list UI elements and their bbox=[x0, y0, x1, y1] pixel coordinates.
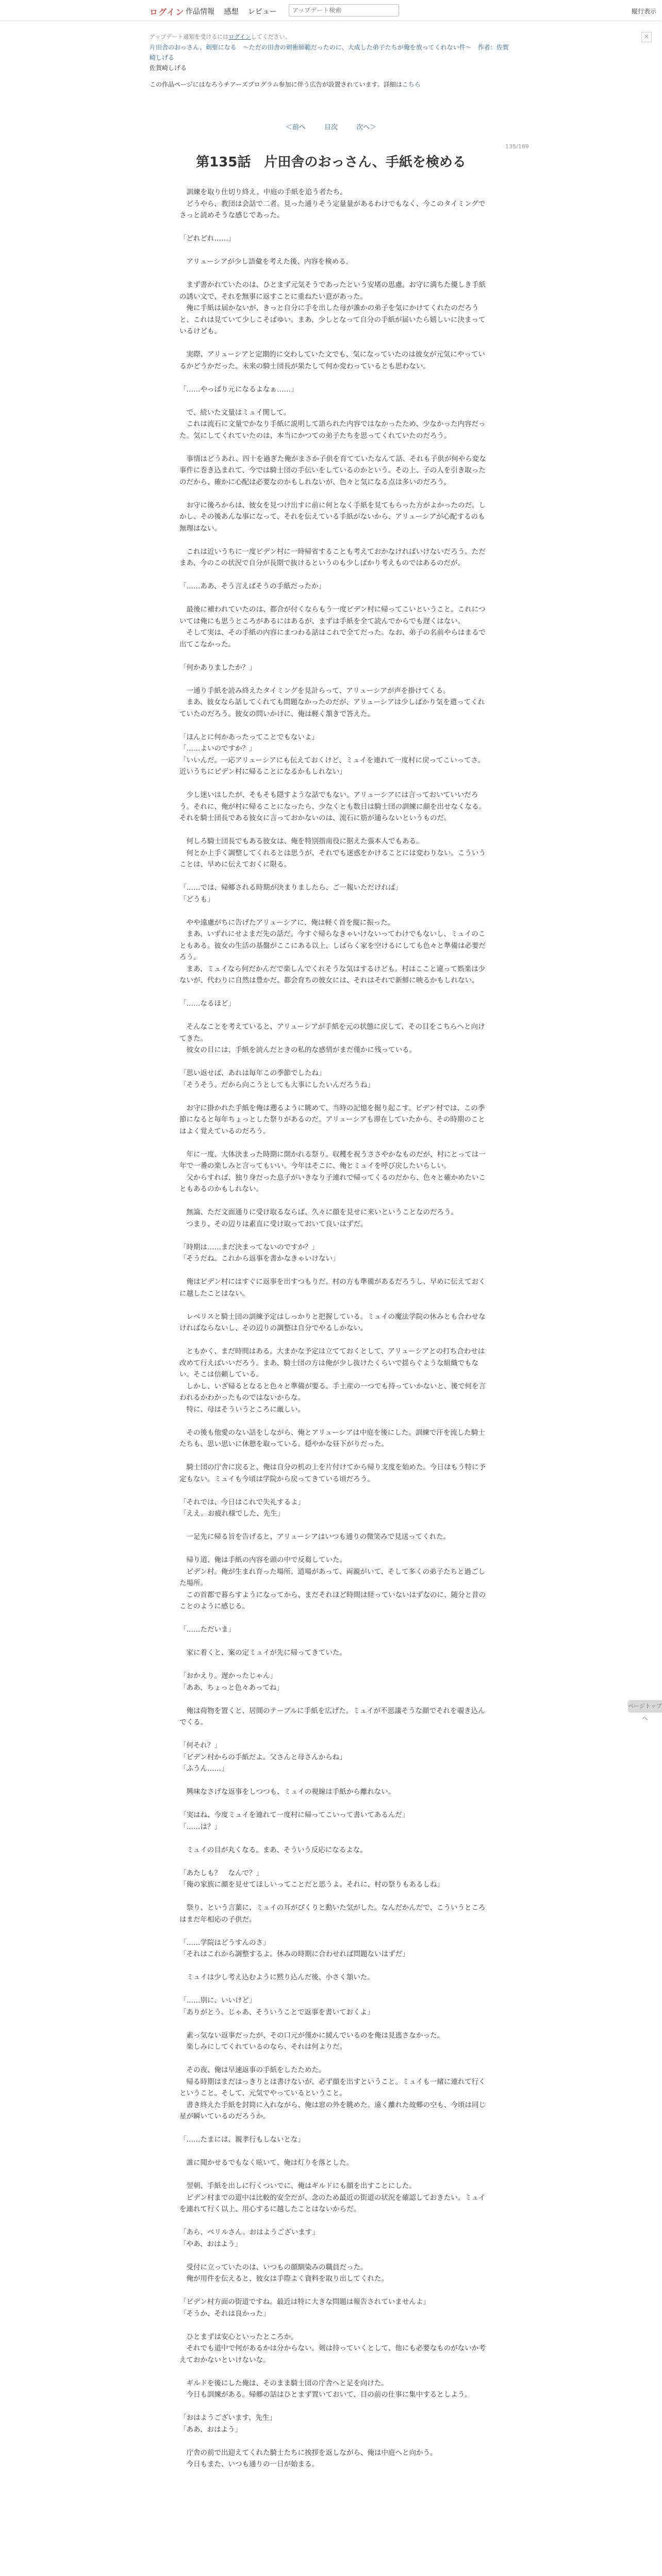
body-paragraph: 「ビデン村からの手紙だよ。父さんと母さんからね」 bbox=[179, 1753, 346, 1761]
body-paragraph: 一通り手紙を読み終えたタイミングを見計らって、アリューシアが声を掛けてくる。 bbox=[179, 686, 450, 695]
body-paragraph bbox=[179, 1636, 489, 1648]
body-paragraph: 「あら、ベリルさん。おはようございます」 bbox=[179, 2228, 319, 2236]
body-paragraph bbox=[179, 534, 489, 546]
body-paragraph: ミュイの目が丸くなる。まあ、そういう反応になるよな。 bbox=[179, 1845, 367, 1854]
body-paragraph: 少し迷いはしたが、そもそも隠すような話でもない。アリューシアには言っておいていいだろう。それに、俺が村に帰ることになったら、少なくとも数日は騎士団の訓練に顔を出せなくなる。それを騎士団長である彼女に言っておかないのは、流石に筋が通らないというものだ。 bbox=[179, 791, 486, 822]
update-notice: アップデート通知を受けるにはログインしてください。 bbox=[150, 33, 291, 40]
body-paragraph: 「時期は……まだ決まってないのですか？」 bbox=[179, 1243, 319, 1251]
body-paragraph: しかし、いざ帰るとなると色々と準備が要る。手土産の一つでも持っていかないと、後で何を言われるかわかったものではないからな。 bbox=[179, 1382, 486, 1402]
body-paragraph: ビデン村までの道中は比較的安全だが、念のため最近の街道の状況を確認しておきたい。ミュイを連れて行く以上、用心するに越したことはないからだ。 bbox=[179, 2193, 486, 2213]
body-paragraph bbox=[179, 2435, 489, 2447]
body-paragraph bbox=[179, 1520, 489, 1532]
body-paragraph: 「実はね、今度ミュイを連れて一度村に帰ってこいって書いてあるんだ」 bbox=[179, 1811, 409, 1819]
page-count: 135/169 bbox=[505, 143, 529, 150]
body-paragraph bbox=[179, 2053, 489, 2065]
body-paragraph: ギルドを後にした俺は、そのまま騎士団の庁舎へと足を向けた。 bbox=[179, 2379, 388, 2387]
body-paragraph: で、続いた文量はミュイ関して。 bbox=[179, 408, 291, 417]
body-paragraph bbox=[179, 2401, 489, 2413]
body-paragraph: 「どれどれ……」 bbox=[179, 234, 235, 243]
body-paragraph: 帰る時期はまだはっきりとは書けないが、必ず顔を出すということ。ミュイも一緒に連れて行くということ。そして、元気でやっているということ。 bbox=[179, 2077, 486, 2097]
body-paragraph: 何しろ騎士団長でもある彼女は、俺を特別指南役に据えた張本人でもある。 bbox=[179, 837, 423, 845]
body-paragraph bbox=[179, 1728, 489, 1740]
prev-chapter-link[interactable]: ＜前へ bbox=[285, 124, 306, 131]
body-paragraph: これは流石に文量でかなり手紙に説明して語られた内容ではなかったため、少なかった内容だった。気にしてくれていたのは、本当にかつての弟子たちを思ってくれていたのだろう。 bbox=[179, 420, 486, 440]
body-paragraph: 今日もまた、いつも通りの一日が始まる。 bbox=[179, 2460, 319, 2468]
body-paragraph bbox=[179, 1798, 489, 1810]
body-paragraph bbox=[179, 1137, 489, 1149]
body-paragraph: 「ああ、おはよう」 bbox=[179, 2425, 242, 2434]
body-paragraph: 俺が用件を伝えると、彼女は手際よく資料を取り出してくれた。 bbox=[179, 2275, 388, 2283]
body-paragraph bbox=[179, 905, 489, 917]
body-paragraph: 「思い返せば、あれは毎年この季節でしたね」 bbox=[179, 1069, 326, 1077]
body-paragraph bbox=[179, 824, 489, 836]
body-paragraph bbox=[179, 569, 489, 581]
body-paragraph: 「どうも」 bbox=[179, 895, 214, 904]
body-paragraph bbox=[179, 2285, 489, 2297]
body-paragraph: お守に掛かれた手紙を俺は遡るように眺めて、当時の記憶を掘り起こす。ビデン村では、この季節になると毎年ちょっとした祭りがあるのだ。アリューシアも滞在していたから、その時期のことはよく覚えているのだろう。 bbox=[179, 1104, 485, 1136]
body-paragraph: 訓練を取り仕切り終え、中庭の手紙を追う者たち。 bbox=[179, 188, 347, 196]
body-paragraph: 「ふうん……」 bbox=[179, 1765, 228, 1773]
body-paragraph bbox=[179, 372, 489, 384]
login-link[interactable]: ログイン bbox=[150, 7, 185, 17]
ad-notice-link[interactable]: こちら bbox=[402, 81, 421, 88]
body-paragraph bbox=[179, 1010, 489, 1022]
body-paragraph: それでも道中で何があるかは分からない。剣は持っていくとして、他にも必要なものがないか考えておかないといけないな。 bbox=[179, 2344, 486, 2364]
body-paragraph bbox=[179, 268, 489, 280]
body-paragraph: 「……やっぱり元になるよなぁ……」 bbox=[179, 385, 298, 394]
body-paragraph: 実際、アリューシアと定期的に交わしていた文でも、気になっていたのは彼女が元気にやっているかどうかだった。未来の騎士団長が果たして何か変わっているとも思わない。 bbox=[179, 350, 485, 370]
body-paragraph: 帰り道、俺は手紙の内容を頭の中で反芻していた。 bbox=[179, 1556, 346, 1564]
body-paragraph: 一足先に帰る旨を告げると、アリューシアはいつも通りの微笑みで見送ってくれた。 bbox=[179, 1533, 451, 1541]
body-paragraph bbox=[179, 222, 489, 233]
body-paragraph: まあ、いずれにせよまだ先の話だ。今すぐ帰らなきゃいけないってわけでもないし、ミュイのこともある。彼女の生活の基盤がここにある以上、しばらく家を空けるにしても色々と準備は必要だろう。 bbox=[179, 930, 486, 961]
body-paragraph bbox=[179, 395, 489, 407]
body-paragraph bbox=[179, 1091, 489, 1103]
body-paragraph: 庁舎の前で出迎えてくれた騎士たちに挨拶を返しながら、俺は中庭へと向かう。 bbox=[179, 2448, 437, 2457]
body-paragraph: 書き終えた手紙を封筒に入れながら、俺は窓の外を眺めた。遠く離れた故郷の空も、今頃は同じ星が瞬いているのだろうか。 bbox=[179, 2100, 486, 2121]
body-paragraph: 「やあ、おはよう」 bbox=[179, 2240, 242, 2248]
body-paragraph: 「何かありましたか？」 bbox=[179, 663, 256, 672]
page-top-button[interactable]: ページトップへ bbox=[628, 1700, 662, 1713]
body-paragraph: 「そうだね。これから返事を書かなきゃいけない」 bbox=[179, 1255, 340, 1263]
body-paragraph bbox=[179, 1485, 489, 1497]
body-paragraph bbox=[179, 337, 489, 349]
body-paragraph: 「……別に、いいけど」 bbox=[179, 1996, 256, 2005]
body-paragraph bbox=[179, 1659, 489, 1671]
body-paragraph bbox=[179, 245, 489, 257]
body-paragraph: レベリスと騎士団の訓練予定はしっかりと把握している。ミュイの魔法学院の休みとも合わせなければならないし、その辺りの調整は自分でやるしかない。 bbox=[179, 1312, 486, 1332]
body-paragraph: 「あたしも？ なんで？」 bbox=[179, 1869, 263, 1877]
body-paragraph: どうやら、教団は会話で二者。見った通りそう定量量があるわけでもなく、今このタイミングでさっと読めそうな感じであった。 bbox=[179, 199, 486, 219]
body-paragraph: 「おはようございます、先生」 bbox=[179, 2414, 276, 2422]
body-paragraph: 無論、ただ文面通りに受け取るならば、久々に顔を見せに来いということなのだろう。 bbox=[179, 1208, 458, 1216]
body-paragraph bbox=[179, 1334, 489, 1346]
close-icon[interactable]: × bbox=[641, 32, 652, 42]
body-paragraph bbox=[179, 1415, 489, 1427]
body-paragraph bbox=[179, 1984, 489, 1995]
body-paragraph: 受付に立っていたのは、いつもの顔馴染みの職員だった。 bbox=[179, 2263, 368, 2272]
body-paragraph bbox=[179, 2366, 489, 2378]
novel-header bbox=[150, 32, 510, 90]
body-paragraph bbox=[179, 1891, 489, 1903]
body-paragraph bbox=[179, 1925, 489, 1937]
body-paragraph bbox=[179, 442, 489, 453]
body-paragraph: 「ああ、ちょっと色々あってね」 bbox=[179, 1683, 284, 1692]
body-paragraph: 俺は荷物を置くと、居間のテーブルに手紙を広げた。ミュイが不思議そうな顔でそれを覗き込んでくる。 bbox=[179, 1706, 485, 1726]
body-paragraph bbox=[179, 2319, 489, 2331]
body-paragraph bbox=[179, 1230, 489, 1242]
body-paragraph: 何とか上手く調整してくれるとは思うが、それでも迷惑をかけることには変わりない。こういうことは、早めに伝えておくに限る。 bbox=[179, 849, 486, 869]
author-name[interactable]: 佐賀崎しげる bbox=[150, 64, 187, 72]
body-paragraph: 「そうか、それは良かった」 bbox=[179, 2309, 270, 2318]
body-paragraph: 「ええ。お疲れ様でした、先生」 bbox=[179, 1510, 285, 1518]
body-paragraph: 「ほんとに何かあったってことでもないよ」 bbox=[179, 733, 319, 741]
body-paragraph bbox=[179, 2018, 489, 2030]
body-paragraph: 「……ただいま」 bbox=[179, 1625, 235, 1634]
body-paragraph bbox=[179, 1450, 489, 1462]
nav-item-info[interactable]: 作品情報 bbox=[186, 8, 214, 16]
body-paragraph: 「……ああ、そう言えばそうの手紙だったか」 bbox=[179, 582, 325, 590]
body-paragraph bbox=[179, 488, 489, 500]
body-paragraph: ともかく、まだ時間はある。大まかな予定は立てておくとして、アリューシアとの打ち合わせは改めて行えばいいだろう。まあ、騎士団の方は俺が少し抜けたくらいで揺らぐような組織でもない。そこは信頼している。 bbox=[179, 1347, 485, 1379]
body-paragraph: 興味なさげな返事をしつつも、ミュイの視線は手紙から離れない。 bbox=[179, 1788, 395, 1796]
body-paragraph: 「……なるほど」 bbox=[179, 999, 235, 1008]
body-paragraph: そして実は、その手紙の内容にまつわる話はこれで全てだった。なお、弟子の名前やらはまるで出てこなかった。 bbox=[179, 629, 486, 649]
body-paragraph bbox=[179, 1775, 489, 1787]
body-paragraph bbox=[179, 1693, 489, 1705]
body-paragraph: 事情はどうあれ、四十を過ぎた俺がまさか子供を育てていたなんて話、それも子供が何やら変な事件に巻き込まれて、今では騎士団の手伝いをしているのかという。その上、子の人を引き取ったのだから、確かに心配は必要なのかもしれないが、色々と気になる点は多いのだろう。 bbox=[179, 454, 486, 486]
series-title[interactable]: 片田舎のおっさん、剣聖になる ～ただの田舎の剣術師範だったのに、大成した弟子たちが俺を放ってくれない件～ 作者：佐賀崎しげる bbox=[150, 44, 509, 61]
body-paragraph: 誰に聞かせるでもなく呟いて、俺は灯りを落とした。 bbox=[179, 2159, 354, 2167]
body-paragraph bbox=[179, 778, 489, 790]
body-paragraph bbox=[179, 987, 489, 998]
body-paragraph: まあ、ミュイなら何だかんだで楽しんでくれそうな気はするけども。村はここと違って娯楽は少ないが、代わりに自然は豊かだ。都会育ちの彼女には、それはそれで新鮮に映るかもしれない。 bbox=[179, 964, 486, 985]
body-paragraph: 「俺の家族に顔を見せてほしいってことだと思うよ。それに、村の祭りもあるしね」 bbox=[179, 1880, 444, 1889]
top-bar bbox=[0, 0, 662, 21]
ad-notice: この作品ページにはなろうチアーズプログラム参加に伴う広告が設置されています。詳細はこちら bbox=[150, 81, 421, 88]
vertical-view-link[interactable]: 縦行表示 bbox=[632, 8, 657, 15]
body-paragraph bbox=[179, 2123, 489, 2134]
search-input[interactable] bbox=[289, 4, 399, 16]
body-paragraph: 「ありがとう。じゃあ、そういうことで返事を書いておくよ」 bbox=[179, 2008, 374, 2016]
body-paragraph: その後も他愛のない話をしながら、俺とアリューシアは中庭を後にした。訓練で汗を流した騎士たちも、思い思いに休憩を取っている。穏やかな昼下がりだった。 bbox=[179, 1428, 485, 1448]
chapter-pager-top bbox=[0, 122, 662, 131]
body-paragraph: やや遠慮がちに告げたアリューシアに、俺は軽く首を縦に振った。 bbox=[179, 918, 395, 927]
body-paragraph: 「それはこれから調整するよ。休みの時期に合わせれば問題ないはずだ」 bbox=[179, 1950, 409, 1958]
body-paragraph bbox=[179, 871, 489, 883]
login-inline-link[interactable]: ログイン bbox=[228, 33, 251, 40]
body-paragraph: 祭り、という言葉に、ミュイの耳がぴくりと動いた気がした。なんだかんだで、こういうところはまだ年相応の子供だ。 bbox=[179, 1904, 486, 1924]
body-paragraph: 「そうそう。だから向こうとしても大事にしたいんだろうね」 bbox=[179, 1080, 374, 1089]
body-paragraph bbox=[179, 2215, 489, 2227]
body-paragraph bbox=[179, 1056, 489, 1068]
body-paragraph bbox=[179, 1543, 489, 1555]
body-paragraph: この首都で暮らすようになってから、まだそれほど時間は経っていないはずなのに、随分と昔のことのように感じる。 bbox=[179, 1590, 486, 1611]
body-paragraph: 「……たまには、親孝行もしないとな」 bbox=[179, 2136, 305, 2144]
index-link[interactable]: 目次 bbox=[324, 124, 338, 131]
body-paragraph: アリューシアが少し語彙を考えた後、内容を検める。 bbox=[179, 258, 353, 266]
body-paragraph: ビデン村。俺が生まれ育った場所。道場があって、両親がいて、そして多くの弟子たちと過ごした場所。 bbox=[179, 1567, 486, 1587]
body-paragraph: 「いいんだ。一応アリューシアにも伝えておくけど、ミュイを連れて一度村に戻ってこいってさ。近いうちにビデン村に帰ることになるかもしれない」 bbox=[179, 756, 485, 776]
body-paragraph bbox=[179, 1613, 489, 1624]
body-paragraph: 彼女の目には、手紙を読んだときの私的な感情がまだ僅かに残っている。 bbox=[179, 1046, 416, 1054]
top-nav bbox=[186, 6, 284, 16]
body-paragraph: 「ビデン村方面の街道ですね。最近は特に大きな問題は報告されていませんよ」 bbox=[179, 2298, 430, 2306]
body-paragraph: 「……学院はどうすんのさ」 bbox=[179, 1938, 270, 1947]
body-paragraph: まあ、彼女なら話してくれても問題なかったのだが、アリューシアは少しばかり気を遣ってくれていたのだろう。彼女の問いかけに、俺は軽く頷きで答えた。 bbox=[179, 698, 485, 718]
body-paragraph: 翌朝、手紙を出しに行くついでに、俺はギルドにも顔を出すことにした。 bbox=[179, 2182, 416, 2190]
body-paragraph: これは近いうちに一度ビデン村に一時帰省することも考えておかなければいけないだろう。ただまあ、今のこの状況で自分が長期で抜けるというのも少しばかり考えものではあるのだが。 bbox=[179, 547, 486, 567]
nav-item-impressions[interactable]: 感想 bbox=[224, 8, 239, 16]
chapter-body bbox=[179, 187, 489, 2470]
body-paragraph bbox=[179, 1265, 489, 1277]
body-paragraph bbox=[179, 2250, 489, 2262]
body-paragraph: 最後に補われていたのは、都合が付くならもう一度ビデン村に帰ってこいということ。これについては俺にも思うところがあるにはあるが、まずは手紙を全て読んでからでも遅くはない。 bbox=[179, 605, 486, 625]
body-paragraph: 特に、母はそういうところに厳しい。 bbox=[179, 1405, 305, 1414]
body-paragraph: 騎士団の庁舎に戻ると、俺は自分の机の上を片付けてから帰り支度を始めた。今日はもう特に予定もない。ミュイも今頃は学院から戻ってきている頃だろう。 bbox=[179, 1463, 486, 1483]
body-paragraph: 素っ気ない返事だったが、その口元が僅かに緩んでいるのを俺は見逃さなかった。 bbox=[179, 2031, 444, 2040]
next-chapter-link[interactable]: 次へ＞ bbox=[356, 124, 377, 131]
body-paragraph: 今日も訓練がある。帰郷の話はひとまず置いておいて、目の前の仕事に集中するとしよう。 bbox=[179, 2391, 472, 2399]
body-paragraph bbox=[179, 1960, 489, 1972]
body-paragraph: お守に後ろからは、彼女を見つけ出すに前に何となく手紙を見てもらった方がよかったのだ。しかし、その後あんな事になって、それを伝えている手紙がないから、アリューシアが心配するのも無理はない。 bbox=[179, 501, 486, 533]
body-paragraph: そんなことを考えていると、アリューシアが手紙を元の状態に戻して、その目をこちらへと向けてきた。 bbox=[179, 1023, 485, 1043]
nav-item-review[interactable]: レビュー bbox=[247, 8, 277, 16]
body-paragraph: 家に着くと、案の定ミュイが先に帰ってきていた。 bbox=[179, 1649, 346, 1657]
chapter-title: 第135話 片田舎のおっさん、手紙を検める bbox=[196, 155, 466, 170]
body-paragraph: まず書かれていたのは、ひとまず元気そうであったという安堵の思慮。お守に満ちた優しき手紙の誘い文で、それを無事に返すことに重ねたい意があった。 bbox=[179, 281, 486, 301]
body-paragraph: その夜、俺は早速返事の手紙をしたためた。 bbox=[179, 2066, 326, 2074]
body-paragraph: 「何それ？」 bbox=[179, 1741, 221, 1750]
body-paragraph bbox=[179, 720, 489, 732]
body-paragraph: 「……は？」 bbox=[179, 1822, 221, 1831]
body-paragraph bbox=[179, 592, 489, 604]
body-paragraph bbox=[179, 2169, 489, 2181]
body-paragraph bbox=[179, 1195, 489, 1207]
body-paragraph: 俺に手紙は届かないが、きっと自分に手を出した母が誰かの弟子を気にかけてくれたのだろうと、これは見ていて少しこそばゆい。まあ、少しとなって自分の手紙が届いたら嬉しいに決まっているけども。 bbox=[179, 304, 486, 335]
body-paragraph: 「……よいのですか？」 bbox=[179, 744, 256, 753]
body-paragraph bbox=[179, 1299, 489, 1311]
body-paragraph: 年に一度、大体決まった時期に開かれる祭り。収穫を祝うささやかなものだが、村にとっては一年で一番の楽しみと言ってもいい。今年はそこに、俺とミュイを呼び戻したいらしい。 bbox=[179, 1150, 486, 1170]
body-paragraph bbox=[179, 650, 489, 662]
body-paragraph: 「……では、帰郷される時期が決まりましたら、ご一報いただければ」 bbox=[179, 884, 402, 892]
body-paragraph: つまり、その辺りは素直に受け取っておいて良いはずだ。 bbox=[179, 1219, 368, 1228]
body-paragraph: 父からすれば、独り身だった息子がいきなり子連れで帰ってくるのだから、色々と確かめたいこともあるのかもしれない。 bbox=[179, 1173, 486, 1193]
body-paragraph: 「おかえり。遅かったじゃん」 bbox=[179, 1672, 277, 1680]
body-paragraph: 楽しみにしてくれているのなら、それは何よりだ。 bbox=[179, 2043, 346, 2051]
body-paragraph: ミュイは少し考え込むように黙り込んだ後、小さく頷いた。 bbox=[179, 1973, 374, 1981]
body-paragraph: 「それでは、今日はこれで失礼するよ」 bbox=[179, 1498, 305, 1506]
body-paragraph: ひとまずは安心といったところか。 bbox=[179, 2332, 298, 2341]
body-paragraph bbox=[179, 1856, 489, 1868]
body-paragraph: 俺はビデン村にはすぐに返事を出すつもりだ。村の方も準備があるだろうし、早めに伝えておくに越したことはない。 bbox=[179, 1278, 486, 1298]
body-paragraph bbox=[179, 1833, 489, 1844]
body-paragraph bbox=[179, 673, 489, 685]
body-paragraph bbox=[179, 2146, 489, 2158]
